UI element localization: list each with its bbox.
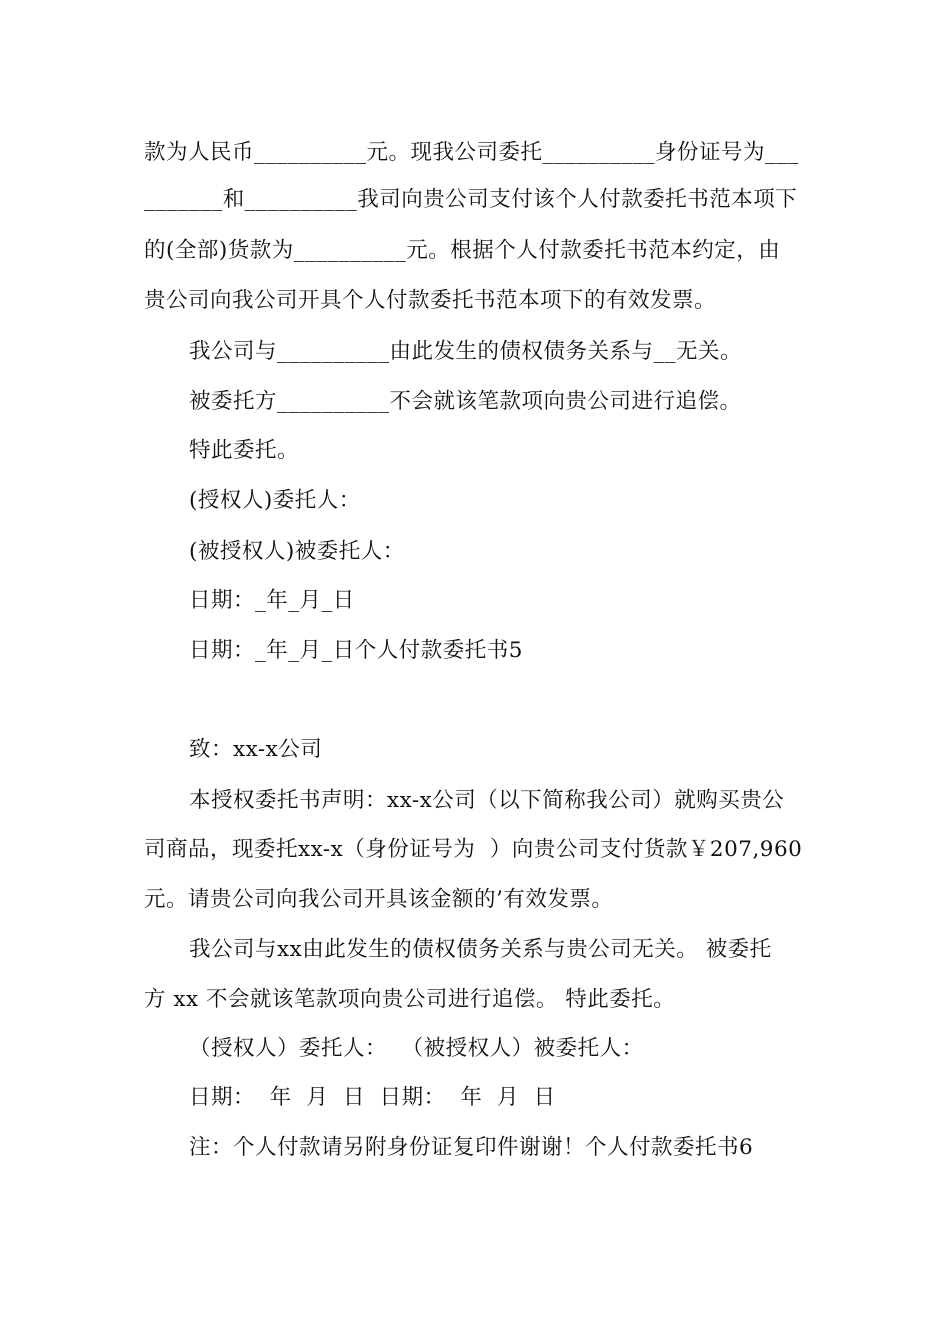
paragraph-line: 被委托方__________不会就该笔款项向贵公司进行追偿。 <box>189 389 742 414</box>
date-line: 日期： 年 月 日 日期： 年 月 日 <box>189 1085 556 1110</box>
paragraph-line: 我公司与xx由此发生的债权债务关系与贵公司无关。 被委托 <box>189 937 772 962</box>
signature-line-agent: (被授权人)被委托人： <box>189 539 405 564</box>
signature-line-principal: (授权人)委托人： <box>189 488 361 513</box>
paragraph-line: 元。请贵公司向我公司开具该金额的’有效发票。 <box>144 887 614 912</box>
paragraph-line: 司商品，现委托xx-x（身份证号为 ）向贵公司支付货款￥207,960 <box>144 837 803 862</box>
paragraph-line: 贵公司向我公司开具个人付款委托书范本项下的有效发票。 <box>144 288 717 313</box>
date-line-with-heading: 日期：_年_月_日个人付款委托书5 <box>189 638 523 663</box>
note-line: 注：个人付款请另附身份证复印件谢谢！个人付款委托书6 <box>189 1135 754 1160</box>
paragraph-line: 方 xx 不会就该笔款项向贵公司进行追偿。 特此委托。 <box>144 987 676 1012</box>
date-line: 日期：_年_月_日 <box>189 588 355 613</box>
paragraph-line: 我公司与__________由此发生的债权债务关系与__无关。 <box>189 339 743 364</box>
paragraph-line: 款为人民币__________元。现我公司委托__________身份证号为___ <box>144 140 799 165</box>
paragraph-line: _______和__________我司向贵公司支付该个人付款委托书范本项下 <box>144 187 798 212</box>
addressee-line: 致：xx-x公司 <box>189 737 323 762</box>
paragraph-line: 本授权委托书声明：xx-x公司（以下简称我公司）就购买贵公 <box>189 788 785 813</box>
signature-line: （授权人）委托人： （被授权人）被委托人： <box>189 1036 644 1061</box>
paragraph-line: 的(全部)货款为__________元。根据个人付款委托书范本约定，由 <box>144 238 781 263</box>
closing-line: 特此委托。 <box>189 438 300 463</box>
